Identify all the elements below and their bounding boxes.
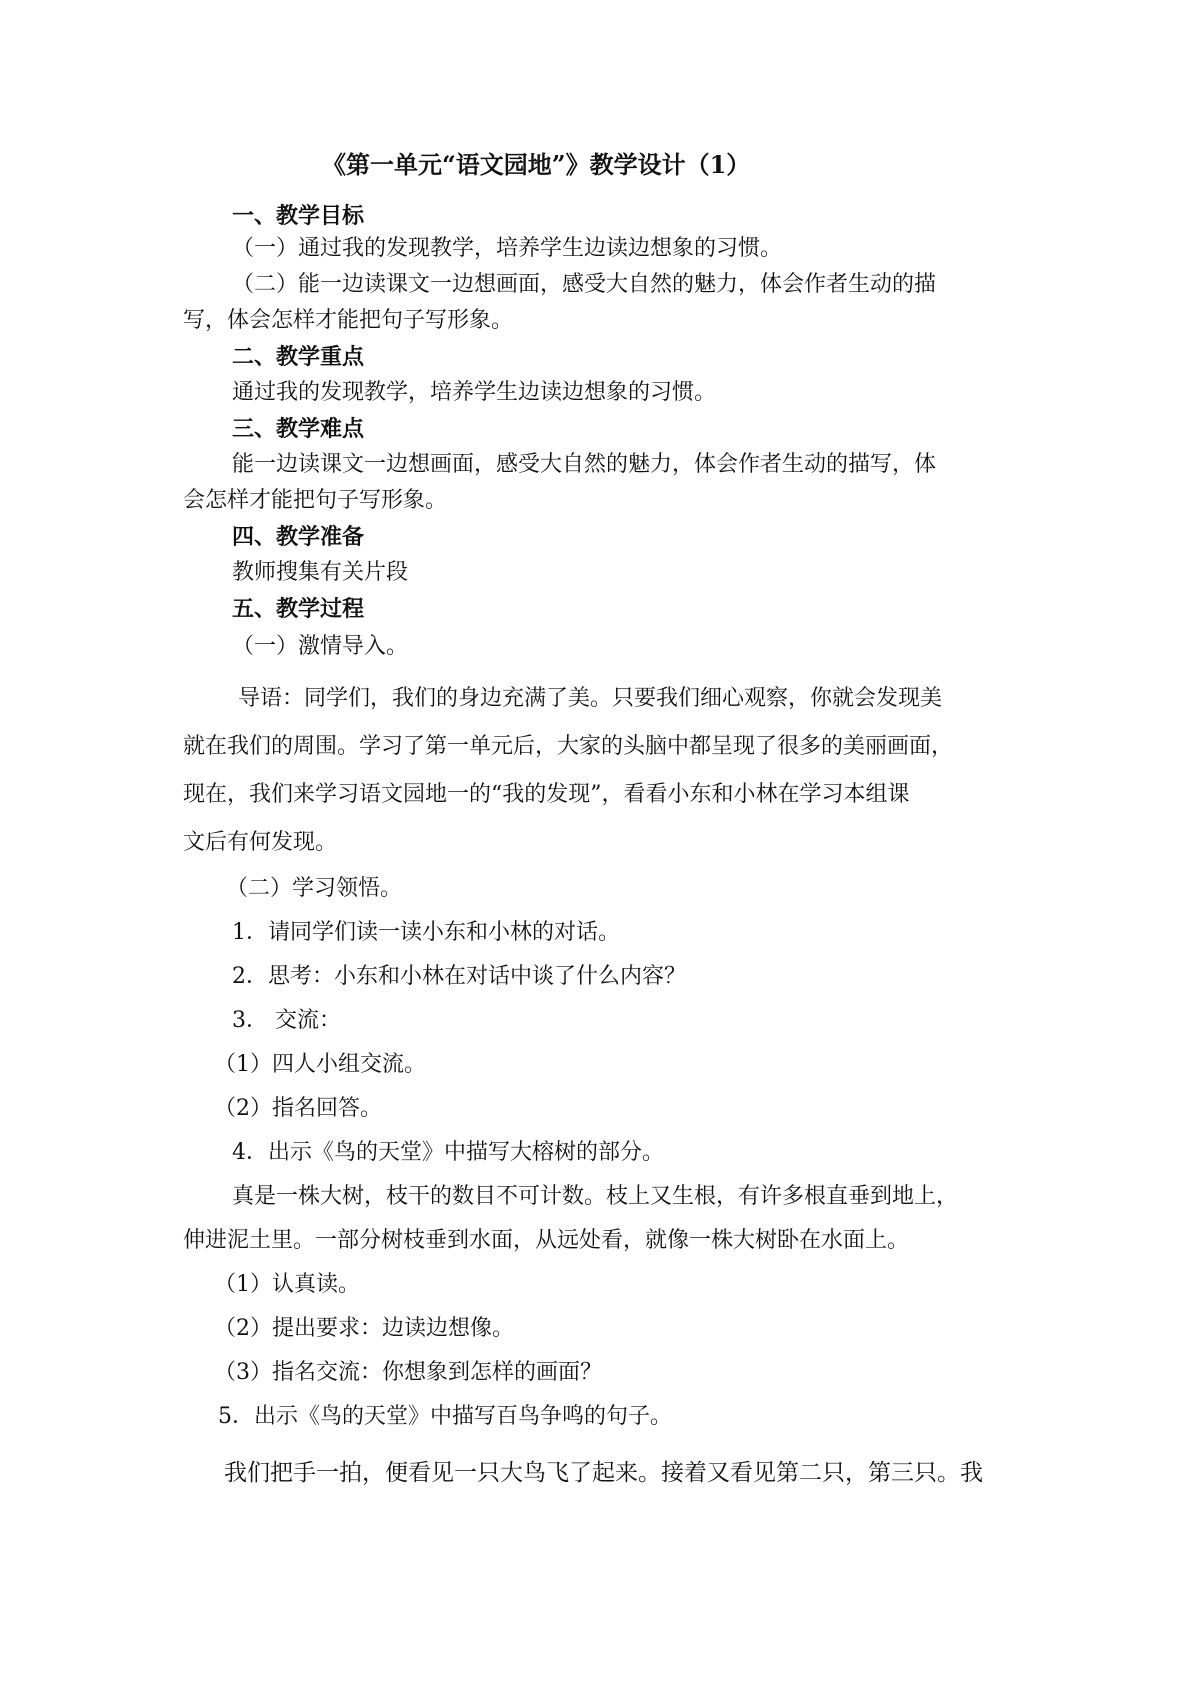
excerpt-birds-line-1: 我们把手一拍，便看见一只大鸟飞了起来。接着又看见第二只，第三只。我 (224, 1460, 983, 1486)
step-2-item-3-sub-2: （2）指名回答。 (214, 1096, 382, 1121)
step-2-item-3: 3． 交流： (232, 1008, 341, 1033)
step-2-item-4: 4．出示《鸟的天堂》中描写大榕树的部分。 (232, 1140, 664, 1165)
step-2-item-3-sub-1: （1）四人小组交流。 (214, 1052, 426, 1077)
difficulties-line-2: 会怎样才能把句子写形象。 (183, 488, 448, 513)
heading-key-points: 二、教学重点 (232, 344, 365, 370)
objective-2-line-2: 写，体会怎样才能把句子写形象。 (183, 308, 514, 333)
intro-line-1: 导语：同学们，我们的身边充满了美。只要我们细心观察，你就会发现美 (238, 686, 943, 711)
objective-1: （一）通过我的发现教学，培养学生边读边想象的习惯。 (232, 236, 783, 261)
step-2-item-1: 1．请同学们读一读小东和小林的对话。 (232, 920, 620, 945)
heading-difficulties: 三、教学难点 (232, 416, 365, 442)
heading-objectives: 一、教学目标 (232, 203, 365, 229)
intro-line-3: 现在，我们来学习语文园地一的“我的发现”，看看小东和小林在学习本组课 (183, 782, 910, 807)
preparation-text: 教师搜集有关片段 (232, 560, 409, 585)
step-2-title: （二）学习领悟。 (226, 876, 403, 901)
excerpt-line-2: 伸进泥土里。一部分树枝垂到水面，从远处看，就像一株大树卧在水面上。 (183, 1228, 910, 1253)
objective-2-line-1: （二）能一边读课文一边想画面，感受大自然的魅力，体会作者生动的描 (232, 272, 937, 297)
intro-line-2: 就在我们的周围。学习了第一单元后，大家的头脑中都呈现了很多的美丽画面， (183, 734, 954, 759)
intro-line-4: 文后有何发现。 (183, 830, 338, 855)
key-points-text: 通过我的发现教学，培养学生边读边想象的习惯。 (232, 380, 717, 405)
step-2-item-4-sub-2: （2）提出要求：边读边想像。 (214, 1316, 514, 1341)
step-2-item-5: 5．出示《鸟的天堂》中描写百鸟争鸣的句子。 (218, 1404, 672, 1429)
step-2-item-4-sub-1: （1）认真读。 (214, 1272, 360, 1297)
heading-preparation: 四、教学准备 (232, 524, 365, 550)
difficulties-line-1: 能一边读课文一边想画面，感受大自然的魅力，体会作者生动的描写，体 (232, 452, 937, 477)
step-2-item-2: 2．思考：小东和小林在对话中谈了什么内容？ (232, 964, 686, 989)
document-title: 《第一单元“语文园地”》教学设计（1） (322, 150, 751, 179)
step-2-item-4-sub-3: （3）指名交流：你想象到怎样的画面？ (214, 1360, 602, 1385)
heading-process: 五、教学过程 (232, 596, 365, 622)
excerpt-line-1: 真是一株大树，枝干的数目不可计数。枝上又生根，有许多根直垂到地上， (232, 1184, 959, 1209)
step-1-title: （一）激情导入。 (232, 634, 409, 659)
